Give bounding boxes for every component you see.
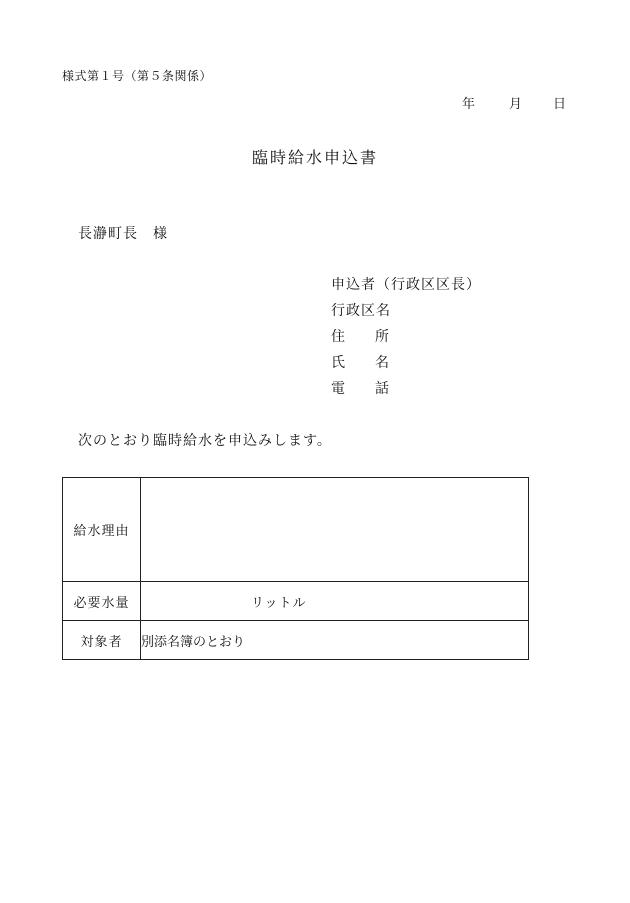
- date-day-label: 日: [553, 97, 567, 112]
- application-table: [62, 477, 529, 660]
- phone-label-char1: 電: [331, 381, 346, 397]
- date-year-label: 年: [462, 97, 476, 112]
- address-label-char2: 所: [375, 329, 390, 345]
- applicant-heading: 申込者（行政区区長）: [331, 277, 481, 293]
- form-number: 様式第１号（第５条関係）: [62, 69, 213, 83]
- district-name-label: 行政区名: [331, 303, 391, 319]
- name-label-char1: 氏: [331, 355, 346, 371]
- table-row: [63, 621, 529, 660]
- date-month-label: 月: [509, 97, 523, 112]
- volume-unit: リットル: [251, 595, 307, 611]
- application-statement: 次のとおり臨時給水を申込みします。: [78, 433, 332, 449]
- name-label-char2: 名: [375, 355, 390, 371]
- table-row: [63, 582, 529, 621]
- address-label: [331, 326, 391, 346]
- table-row: [63, 478, 529, 582]
- address-label-char1: 住: [331, 329, 346, 345]
- document-title: 臨時給水申込書: [251, 148, 378, 167]
- phone-label: [331, 378, 391, 398]
- reason-field[interactable]: [141, 478, 529, 582]
- addressee: 長瀞町長 様: [78, 226, 168, 242]
- target-label: 対象者: [63, 621, 141, 660]
- name-label: [331, 352, 391, 372]
- target-field[interactable]: 別添名簿のとおり: [141, 621, 529, 660]
- phone-label-char2: 話: [375, 381, 390, 397]
- volume-field[interactable]: [141, 582, 529, 621]
- volume-label: 必要水量: [63, 582, 141, 621]
- reason-label: 給水理由: [63, 478, 141, 582]
